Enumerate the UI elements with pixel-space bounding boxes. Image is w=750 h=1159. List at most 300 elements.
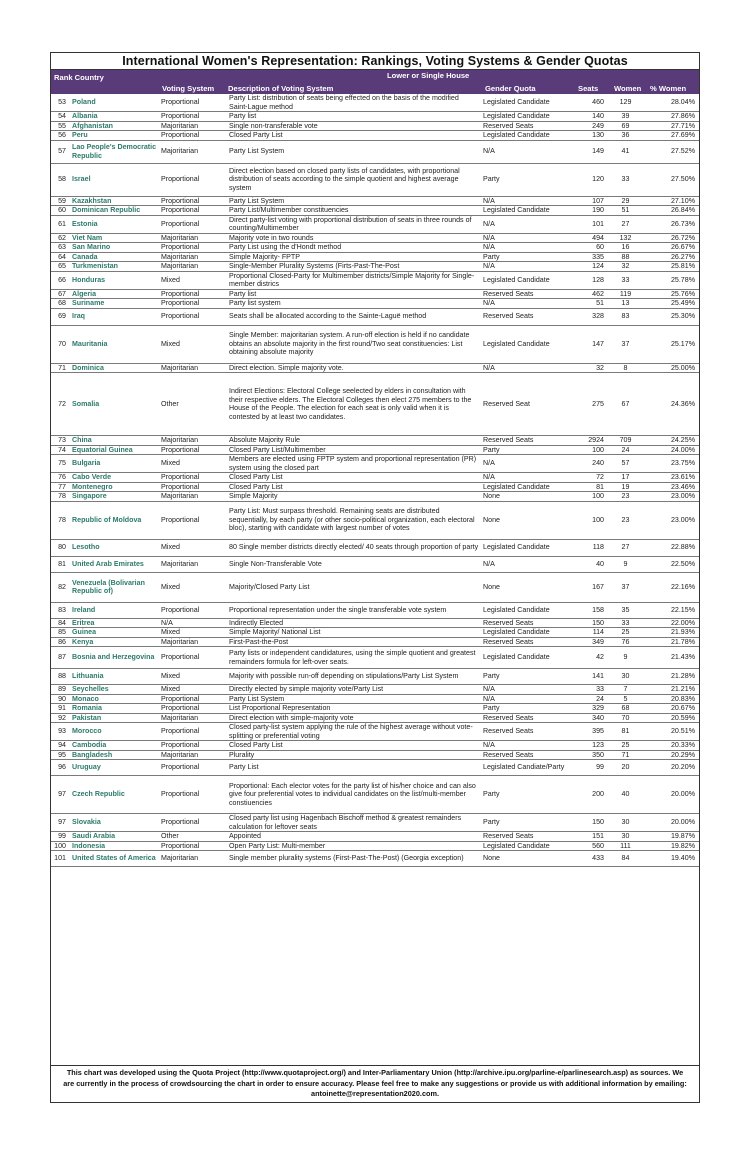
cell-description: Simple Majority/ National List <box>227 628 481 638</box>
cell-seats: 81 <box>573 482 608 492</box>
cell-pct-women: 20.83% <box>643 694 699 704</box>
cell-pct-women: 25.78% <box>643 271 699 289</box>
cell-rank: 96 <box>51 760 70 776</box>
cell-rank: 56 <box>51 131 70 141</box>
cell-women: 709 <box>608 436 643 446</box>
cell-gender-quota: Reserved Seats <box>481 121 573 131</box>
cell-gender-quota: Legislated Candidate <box>481 482 573 492</box>
cell-country: Somalia <box>70 373 159 436</box>
cell-voting-system: Mixed <box>159 271 227 289</box>
cell-pct-women: 19.40% <box>643 851 699 867</box>
cell-gender-quota: Reserved Seats <box>481 637 573 647</box>
cell-gender-quota: N/A <box>481 299 573 309</box>
cell-gender-quota: Legislated Candidate <box>481 325 573 363</box>
cell-women: 29 <box>608 196 643 206</box>
cell-seats: 150 <box>573 618 608 628</box>
cell-description: Party list system <box>227 299 481 309</box>
cell-seats: 395 <box>573 723 608 741</box>
table-row <box>51 252 699 262</box>
cell-women: 40 <box>608 776 643 814</box>
cell-pct-women: 21.43% <box>643 647 699 669</box>
cell-description: Proportional representation under the single transferable vote system <box>227 602 481 618</box>
table-row <box>51 140 699 163</box>
cell-voting-system: Mixed <box>159 628 227 638</box>
cell-country: Singapore <box>70 492 159 502</box>
cell-seats: 433 <box>573 851 608 867</box>
cell-country: Canada <box>70 252 159 262</box>
cell-pct-women: 25.76% <box>643 289 699 299</box>
cell-women: 25 <box>608 741 643 751</box>
table-row <box>51 492 699 502</box>
table-row <box>51 94 699 112</box>
cell-seats: 2924 <box>573 436 608 446</box>
cell-women: 30 <box>608 832 643 842</box>
cell-seats: 100 <box>573 501 608 539</box>
footer-note: This chart was developed using the Quota Project (http://www.quotaproject.org/) and Inter-Parliamentary Union (http://archive.ipu.org/parline-e/parlinesearch.asp) as sources. We are currently in the process of crowdsourcing the chart in order to ensure accuracy. Please feel free to make any suggestions or provide us with additional information by emailing: antoinette@representation2020.com. <box>51 1065 699 1102</box>
cell-country: Monaco <box>70 694 159 704</box>
cell-country: Viet Nam <box>70 233 159 243</box>
cell-gender-quota: Reserved Seats <box>481 436 573 446</box>
cell-voting-system: Proportional <box>159 131 227 141</box>
cell-women: 20 <box>608 760 643 776</box>
cell-seats: 167 <box>573 572 608 602</box>
cell-women: 88 <box>608 252 643 262</box>
table-row <box>51 602 699 618</box>
cell-gender-quota: Legislated Candidate <box>481 94 573 112</box>
cell-description: Absolute Majority Rule <box>227 436 481 446</box>
table-row <box>51 131 699 141</box>
cell-women: 17 <box>608 473 643 483</box>
table-row <box>51 539 699 556</box>
cell-gender-quota: Legislated Candidate <box>481 602 573 618</box>
cell-rank: 80 <box>51 539 70 556</box>
table-row <box>51 669 699 685</box>
header-voting-system: Voting System <box>162 84 215 93</box>
cell-description: Party List System <box>227 140 481 163</box>
cell-voting-system: Majoritarian <box>159 233 227 243</box>
cell-seats: 200 <box>573 776 608 814</box>
cell-country: Peru <box>70 131 159 141</box>
cell-description: Closed Party List <box>227 482 481 492</box>
cell-pct-women: 22.50% <box>643 556 699 572</box>
table-row <box>51 841 699 851</box>
cell-women: 84 <box>608 851 643 867</box>
cell-pct-women: 21.28% <box>643 669 699 685</box>
cell-seats: 460 <box>573 94 608 112</box>
table-row <box>51 776 699 814</box>
cell-seats: 335 <box>573 252 608 262</box>
table-row <box>51 163 699 196</box>
cell-rank: 89 <box>51 685 70 695</box>
cell-women: 33 <box>608 618 643 628</box>
cell-rank: 81 <box>51 556 70 572</box>
cell-country: Eritrea <box>70 618 159 628</box>
cell-rank: 69 <box>51 308 70 325</box>
cell-description: Party List using the d'Hondt method <box>227 243 481 253</box>
table-row <box>51 271 699 289</box>
cell-description: Closed party list using Hagenbach Bischoff method & greatest remainders calculation for leftover seats <box>227 814 481 832</box>
cell-country: Indonesia <box>70 841 159 851</box>
cell-women: 9 <box>608 556 643 572</box>
table-row <box>51 750 699 760</box>
cell-description: Party List: distribution of seats being effected on the basis of the modified Saint-Lague method <box>227 94 481 112</box>
cell-women: 69 <box>608 121 643 131</box>
cell-description: Closed Party List <box>227 473 481 483</box>
cell-voting-system: Proportional <box>159 215 227 233</box>
cell-description: Party list <box>227 112 481 122</box>
cell-rank: 99 <box>51 832 70 842</box>
cell-women: 51 <box>608 206 643 216</box>
cell-women: 70 <box>608 713 643 723</box>
cell-women: 83 <box>608 308 643 325</box>
cell-pct-women: 21.93% <box>643 628 699 638</box>
cell-seats: 494 <box>573 233 608 243</box>
cell-women: 23 <box>608 492 643 502</box>
cell-rank: 53 <box>51 94 70 112</box>
cell-voting-system: Proportional <box>159 760 227 776</box>
cell-rank: 95 <box>51 750 70 760</box>
cell-seats: 51 <box>573 299 608 309</box>
cell-pct-women: 23.75% <box>643 455 699 473</box>
cell-gender-quota: Reserved Seats <box>481 289 573 299</box>
cell-seats: 462 <box>573 289 608 299</box>
cell-pct-women: 27.10% <box>643 196 699 206</box>
table-row <box>51 243 699 253</box>
cell-voting-system: Majoritarian <box>159 252 227 262</box>
cell-gender-quota: None <box>481 572 573 602</box>
cell-rank: 84 <box>51 618 70 628</box>
chart-frame <box>50 52 700 1103</box>
cell-rank: 58 <box>51 163 70 196</box>
table-row <box>51 215 699 233</box>
cell-voting-system: Majoritarian <box>159 851 227 867</box>
cell-rank: 62 <box>51 233 70 243</box>
cell-country: Pakistan <box>70 713 159 723</box>
cell-women: 33 <box>608 271 643 289</box>
cell-country: Seychelles <box>70 685 159 695</box>
cell-seats: 149 <box>573 140 608 163</box>
cell-voting-system: Proportional <box>159 694 227 704</box>
cell-gender-quota: Reserved Seats <box>481 308 573 325</box>
cell-country: Turkmenistan <box>70 262 159 272</box>
cell-gender-quota: Party <box>481 776 573 814</box>
cell-voting-system: Majoritarian <box>159 436 227 446</box>
cell-women: 76 <box>608 637 643 647</box>
cell-country: Dominican Republic <box>70 206 159 216</box>
cell-women: 24 <box>608 445 643 455</box>
cell-voting-system: Proportional <box>159 196 227 206</box>
cell-seats: 99 <box>573 760 608 776</box>
cell-pct-women: 25.49% <box>643 299 699 309</box>
table-body <box>51 94 699 867</box>
cell-rank: 55 <box>51 121 70 131</box>
cell-pct-women: 20.51% <box>643 723 699 741</box>
table-row <box>51 628 699 638</box>
cell-country: Bosnia and Herzegovina <box>70 647 159 669</box>
table-row <box>51 363 699 373</box>
cell-women: 132 <box>608 233 643 243</box>
cell-voting-system: Proportional <box>159 741 227 751</box>
cell-gender-quota: N/A <box>481 685 573 695</box>
cell-description: Party List System <box>227 196 481 206</box>
table-row <box>51 445 699 455</box>
cell-seats: 249 <box>573 121 608 131</box>
cell-voting-system: Proportional <box>159 289 227 299</box>
cell-gender-quota: Party <box>481 814 573 832</box>
cell-voting-system: Majoritarian <box>159 492 227 502</box>
cell-gender-quota: Legislated Candidate <box>481 112 573 122</box>
cell-pct-women: 26.84% <box>643 206 699 216</box>
cell-gender-quota: Reserved Seats <box>481 723 573 741</box>
cell-women: 129 <box>608 94 643 112</box>
cell-voting-system: Majoritarian <box>159 556 227 572</box>
cell-country: Morocco <box>70 723 159 741</box>
table-row <box>51 704 699 714</box>
cell-pct-women: 26.67% <box>643 243 699 253</box>
rankings-table <box>51 94 699 867</box>
cell-country: Cambodia <box>70 741 159 751</box>
cell-description: First-Past-the-Post <box>227 637 481 647</box>
cell-pct-women: 20.20% <box>643 760 699 776</box>
cell-gender-quota: N/A <box>481 196 573 206</box>
cell-seats: 118 <box>573 539 608 556</box>
cell-pct-women: 20.33% <box>643 741 699 751</box>
cell-gender-quota: Legislated Candidate <box>481 271 573 289</box>
cell-voting-system: Proportional <box>159 473 227 483</box>
cell-gender-quota: N/A <box>481 455 573 473</box>
cell-women: 32 <box>608 262 643 272</box>
cell-pct-women: 25.81% <box>643 262 699 272</box>
header-women: Women <box>614 84 642 93</box>
cell-pct-women: 25.30% <box>643 308 699 325</box>
cell-rank: 78 <box>51 501 70 539</box>
cell-description: Majority with possible run-off depending on stipulations/Party List System <box>227 669 481 685</box>
cell-women: 8 <box>608 363 643 373</box>
cell-country: San Marino <box>70 243 159 253</box>
table-row <box>51 299 699 309</box>
table-row <box>51 196 699 206</box>
cell-description: Proportional: Each elector votes for the party list of his/her choice and can also give four preferential votes to individual candidates on the list/multi-member constiuencies <box>227 776 481 814</box>
cell-voting-system: Proportional <box>159 704 227 714</box>
cell-gender-quota: None <box>481 851 573 867</box>
cell-gender-quota: N/A <box>481 215 573 233</box>
cell-description: Direct election based on closed party lists of candidates, with proportional distribution of seats according to the simple quotient and highest average system <box>227 163 481 196</box>
cell-rank: 97 <box>51 814 70 832</box>
cell-voting-system: Proportional <box>159 723 227 741</box>
cell-country: Mauritania <box>70 325 159 363</box>
table-row <box>51 121 699 131</box>
cell-seats: 114 <box>573 628 608 638</box>
cell-country: Dominica <box>70 363 159 373</box>
cell-voting-system: Proportional <box>159 299 227 309</box>
cell-pct-women: 26.27% <box>643 252 699 262</box>
cell-gender-quota: Legislated Candidate <box>481 206 573 216</box>
cell-gender-quota: Reserved Seats <box>481 832 573 842</box>
cell-country: Lithuania <box>70 669 159 685</box>
cell-pct-women: 20.67% <box>643 704 699 714</box>
cell-seats: 329 <box>573 704 608 714</box>
cell-pct-women: 27.86% <box>643 112 699 122</box>
cell-seats: 60 <box>573 243 608 253</box>
cell-pct-women: 20.29% <box>643 750 699 760</box>
cell-description: Closed party-list system applying the rule of the highest average without vote-splitting or preferential voting <box>227 723 481 741</box>
cell-voting-system: Other <box>159 832 227 842</box>
cell-seats: 130 <box>573 131 608 141</box>
cell-pct-women: 24.00% <box>643 445 699 455</box>
table-row <box>51 373 699 436</box>
cell-seats: 24 <box>573 694 608 704</box>
cell-seats: 141 <box>573 669 608 685</box>
cell-country: Guinea <box>70 628 159 638</box>
cell-country: Lesotho <box>70 539 159 556</box>
cell-seats: 275 <box>573 373 608 436</box>
cell-voting-system: Proportional <box>159 501 227 539</box>
cell-women: 19 <box>608 482 643 492</box>
table-row <box>51 556 699 572</box>
cell-rank: 82 <box>51 572 70 602</box>
cell-rank: 94 <box>51 741 70 751</box>
cell-women: 27 <box>608 215 643 233</box>
cell-description: Open Party List: Multi-member <box>227 841 481 851</box>
cell-rank: 90 <box>51 694 70 704</box>
cell-description: Single member plurality systems (First-Past-The-Post) (Georgia exception) <box>227 851 481 867</box>
cell-voting-system: Proportional <box>159 445 227 455</box>
cell-voting-system: Proportional <box>159 776 227 814</box>
table-row <box>51 436 699 446</box>
cell-country: Lao People's Democratic Republic <box>70 140 159 163</box>
cell-pct-women: 27.52% <box>643 140 699 163</box>
cell-voting-system: Other <box>159 373 227 436</box>
cell-pct-women: 23.00% <box>643 492 699 502</box>
cell-women: 23 <box>608 501 643 539</box>
table-row <box>51 473 699 483</box>
cell-country: Venezuela (Bolivarian Republic of) <box>70 572 159 602</box>
cell-pct-women: 22.88% <box>643 539 699 556</box>
cell-voting-system: Majoritarian <box>159 713 227 723</box>
cell-country: Saudi Arabia <box>70 832 159 842</box>
cell-women: 71 <box>608 750 643 760</box>
table-row <box>51 832 699 842</box>
cell-country: Republic of Moldova <box>70 501 159 539</box>
cell-seats: 190 <box>573 206 608 216</box>
cell-rank: 57 <box>51 140 70 163</box>
cell-seats: 100 <box>573 445 608 455</box>
cell-rank: 68 <box>51 299 70 309</box>
cell-women: 36 <box>608 131 643 141</box>
cell-women: 119 <box>608 289 643 299</box>
cell-country: Kazakhstan <box>70 196 159 206</box>
cell-description: Indirect Elections: Electoral College seelected by elders in consultation with their respective elders. The Electoral Colleges then elect 275 members to the House of the People. The election for each seat is only valid when it is contested by at least two candidates. <box>227 373 481 436</box>
table-row <box>51 618 699 628</box>
cell-gender-quota: N/A <box>481 233 573 243</box>
table-row <box>51 723 699 741</box>
cell-description: Party List System <box>227 694 481 704</box>
cell-description: Party List: Must surpass threshold. Remaining seats are distributed sequentially, by each party (or other socio-political organization, each electoral bloc), starting with candidate with largest number of votes <box>227 501 481 539</box>
cell-rank: 87 <box>51 647 70 669</box>
cell-rank: 76 <box>51 473 70 483</box>
cell-country: Equatorial Guinea <box>70 445 159 455</box>
cell-gender-quota: N/A <box>481 741 573 751</box>
cell-gender-quota: Party <box>481 163 573 196</box>
cell-country: Ireland <box>70 602 159 618</box>
cell-description: Closed Party List/Multimember <box>227 445 481 455</box>
cell-country: Israel <box>70 163 159 196</box>
cell-voting-system: Mixed <box>159 539 227 556</box>
cell-description: Members are elected using FPTP system and proportional representation (PR) system using the closed part <box>227 455 481 473</box>
cell-voting-system: Mixed <box>159 455 227 473</box>
cell-voting-system: Proportional <box>159 814 227 832</box>
cell-gender-quota: N/A <box>481 473 573 483</box>
table-row <box>51 233 699 243</box>
cell-seats: 150 <box>573 814 608 832</box>
cell-description: Appointed <box>227 832 481 842</box>
header-description: Description of Voting System <box>228 84 334 93</box>
cell-seats: 128 <box>573 271 608 289</box>
cell-description: Single-Member Plurality Systems (Firts-Past-The-Post <box>227 262 481 272</box>
cell-description: Direct election. Simple majority vote. <box>227 363 481 373</box>
cell-seats: 560 <box>573 841 608 851</box>
cell-rank: 75 <box>51 455 70 473</box>
cell-rank: 60 <box>51 206 70 216</box>
table-row <box>51 637 699 647</box>
cell-country: Bulgaria <box>70 455 159 473</box>
cell-rank: 101 <box>51 851 70 867</box>
table-row <box>51 851 699 867</box>
cell-country: Czech Republic <box>70 776 159 814</box>
cell-description: Single Non-Transferable Vote <box>227 556 481 572</box>
cell-women: 57 <box>608 455 643 473</box>
cell-gender-quota: N/A <box>481 556 573 572</box>
cell-women: 35 <box>608 602 643 618</box>
cell-gender-quota: N/A <box>481 140 573 163</box>
cell-women: 67 <box>608 373 643 436</box>
cell-seats: 40 <box>573 556 608 572</box>
cell-country: Bangladesh <box>70 750 159 760</box>
cell-pct-women: 27.69% <box>643 131 699 141</box>
cell-pct-women: 24.25% <box>643 436 699 446</box>
cell-rank: 97 <box>51 776 70 814</box>
cell-country: Albania <box>70 112 159 122</box>
cell-voting-system: Majoritarian <box>159 363 227 373</box>
cell-rank: 92 <box>51 713 70 723</box>
cell-rank: 78 <box>51 492 70 502</box>
cell-rank: 54 <box>51 112 70 122</box>
cell-country: Suriname <box>70 299 159 309</box>
cell-rank: 59 <box>51 196 70 206</box>
cell-gender-quota: N/A <box>481 262 573 272</box>
cell-voting-system: Majoritarian <box>159 262 227 272</box>
header-gender-quota: Gender Quota <box>485 84 536 93</box>
cell-rank: 100 <box>51 841 70 851</box>
cell-rank: 65 <box>51 262 70 272</box>
cell-rank: 77 <box>51 482 70 492</box>
cell-rank: 61 <box>51 215 70 233</box>
table-row <box>51 206 699 216</box>
cell-women: 13 <box>608 299 643 309</box>
cell-gender-quota: Reserved Seats <box>481 750 573 760</box>
cell-gender-quota: N/A <box>481 694 573 704</box>
cell-voting-system: N/A <box>159 618 227 628</box>
cell-voting-system: Proportional <box>159 482 227 492</box>
table-row <box>51 647 699 669</box>
cell-women: 30 <box>608 814 643 832</box>
cell-rank: 70 <box>51 325 70 363</box>
cell-country: Cabo Verde <box>70 473 159 483</box>
cell-country: Kenya <box>70 637 159 647</box>
cell-rank: 66 <box>51 271 70 289</box>
cell-women: 39 <box>608 112 643 122</box>
cell-gender-quota: None <box>481 492 573 502</box>
